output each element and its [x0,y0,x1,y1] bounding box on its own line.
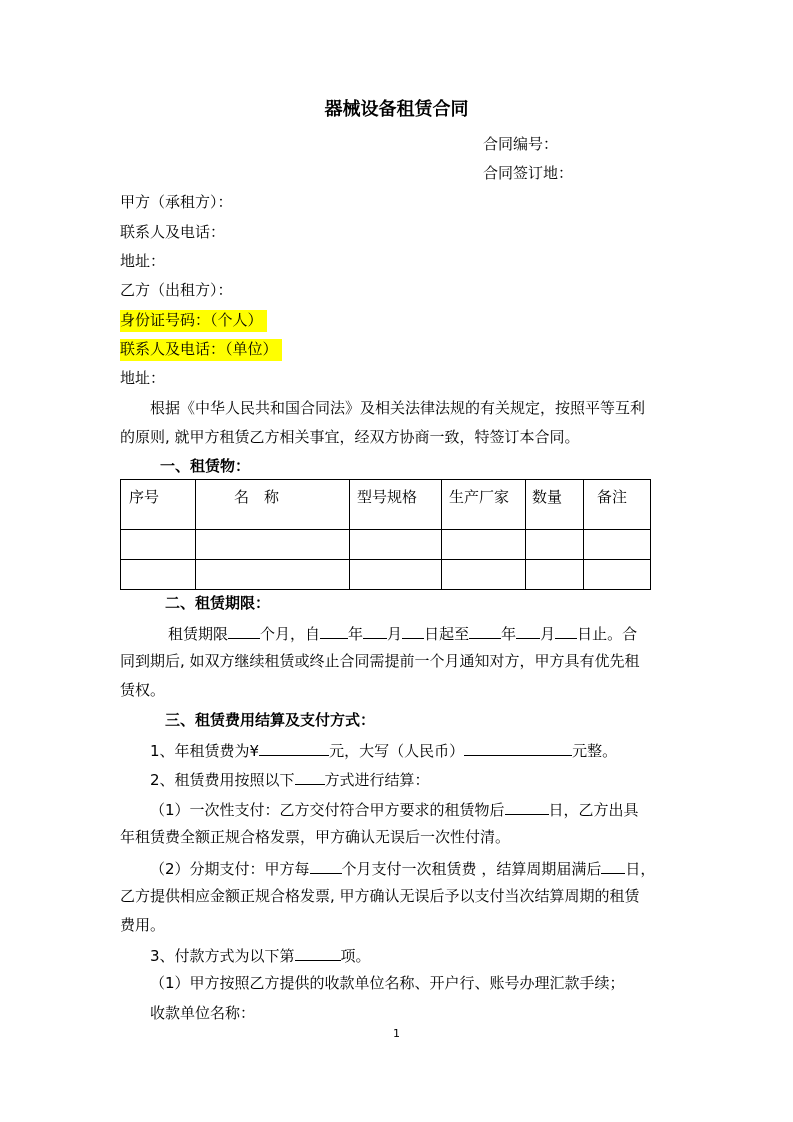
lump-sum-line-2: 年租赁费全额正规合格发票，甲方确认无误后一次性付清。 [120,828,511,846]
lump-sum-days-blank [505,798,549,815]
payee-name-label: 收款单位名称： [150,1004,256,1022]
table-cell [584,560,651,590]
party-b-contact-label [120,339,282,359]
payment-method-text: 3、付款方式为以下第 [150,947,295,965]
lease-term-text: 月 [387,625,403,643]
lump-sum-text: 日，乙方出具 [548,801,639,819]
start-day-blank [402,622,424,639]
annual-fee-text: 1、年租赁费为¥ [150,742,260,760]
rental-items-table [120,479,651,590]
lease-term-line-3: 赁权。 [120,681,166,699]
lump-sum-text: （1）一次性支付：乙方交付符合甲方要求的租赁物后 [150,801,505,819]
party-a-label: 甲方（承租方）： [120,193,233,211]
installment-days-blank [601,857,625,874]
party-b-label: 乙方（出租方）： [120,281,233,299]
lump-sum-line-1 [150,798,639,820]
installment-text: 日， [625,860,656,878]
installment-text: 个月支付一次租赁费 ，结算周期届满后 [341,860,602,878]
document-title: 器械设备租赁合同 [324,99,469,120]
end-day-blank [555,622,577,639]
installment-line-2: 乙方提供相应金额正规合格发票, 甲方确认无误后予以支付当次结算周期的租赁 [120,887,640,905]
highlighted-id-text: 身份证号码：（个人） [120,310,267,332]
lease-term-text: 年 [501,625,517,643]
table-header-row [121,480,651,530]
method-blank [295,768,325,785]
lease-term-text: 日起至 [424,625,470,643]
table-cell [350,560,442,590]
intro-line-1: 根据《中华人民共和国合同法》及相关法律法规的有关规定，按照平等互利 [150,399,646,417]
table-header-cell: 型号规格 [350,480,442,530]
table-header-cell: 名 称 [196,480,350,530]
payment-method-text: 项。 [340,947,371,965]
annual-fee-line [150,739,617,761]
months-blank [228,622,260,639]
lease-term-line-2: 同到期后, 如双方继续租赁或终止合同需提前一个月通知对方，甲方具有优先租 [120,652,640,670]
installment-line-1 [150,857,655,879]
installment-text: （2）分期支付：甲方每 [150,860,310,878]
party-a-contact-label: 联系人及电话： [120,223,226,241]
table-cell [526,530,584,560]
page-number: 1 [393,1027,400,1040]
settlement-method-line [150,768,430,790]
payment-option-blank [295,944,341,961]
lease-term-text: 个月，自 [260,625,321,643]
table-cell [121,560,196,590]
contract-number-label: 合同编号： [483,135,559,153]
table-cell [196,530,350,560]
annual-fee-text: 元，大写（人民币） [329,742,465,760]
intro-line-2: 的原则, 就甲方租赁乙方相关事宜，经双方协商一致，特签订本合同。 [120,428,580,446]
fee-capital-blank [464,739,572,756]
signing-place-label: 合同签订地： [483,164,574,182]
annual-fee-text: 元整。 [572,742,618,760]
table-cell [121,530,196,560]
lease-term-text: 年 [348,625,364,643]
payment-method-line [150,944,371,966]
lease-term-text: 月 [540,625,556,643]
lease-term-text: 租赁期限 [168,625,229,643]
lease-term-text: 日止。合 [577,625,638,643]
table-header-cell: 数量 [526,480,584,530]
table-header-cell: 序号 [121,480,196,530]
installment-line-3: 费用。 [120,916,166,934]
wire-transfer-line: （1）甲方按照乙方提供的收款单位名称、开户行、账号办理汇款手续； [150,974,625,992]
table-row [121,560,651,590]
party-b-address-label: 地址： [120,369,166,387]
start-year-blank [320,622,348,639]
table-row [121,530,651,560]
section-3-heading: 三、租赁费用结算及支付方式： [165,711,376,729]
start-month-blank [363,622,387,639]
settlement-text: 2、租赁费用按照以下 [150,771,295,789]
end-month-blank [516,622,540,639]
section-2-heading: 二、租赁期限： [165,594,271,612]
table-cell [584,530,651,560]
party-a-address-label: 地址： [120,252,166,270]
section-1-heading: 一、租赁物： [160,457,251,475]
table-cell [196,560,350,590]
settlement-text: 方式进行结算： [324,771,430,789]
table-cell [442,530,526,560]
party-b-id-label [120,310,267,330]
lease-term-line-1 [168,622,637,644]
table-header-cell: 备注 [584,480,651,530]
end-year-blank [469,622,501,639]
table-cell [442,560,526,590]
fee-amount-blank [259,739,329,756]
table-cell [350,530,442,560]
installment-months-blank [310,857,342,874]
table-cell [526,560,584,590]
highlighted-contact-text: 联系人及电话：（单位） [120,339,282,361]
table-header-cell: 生产厂家 [442,480,526,530]
